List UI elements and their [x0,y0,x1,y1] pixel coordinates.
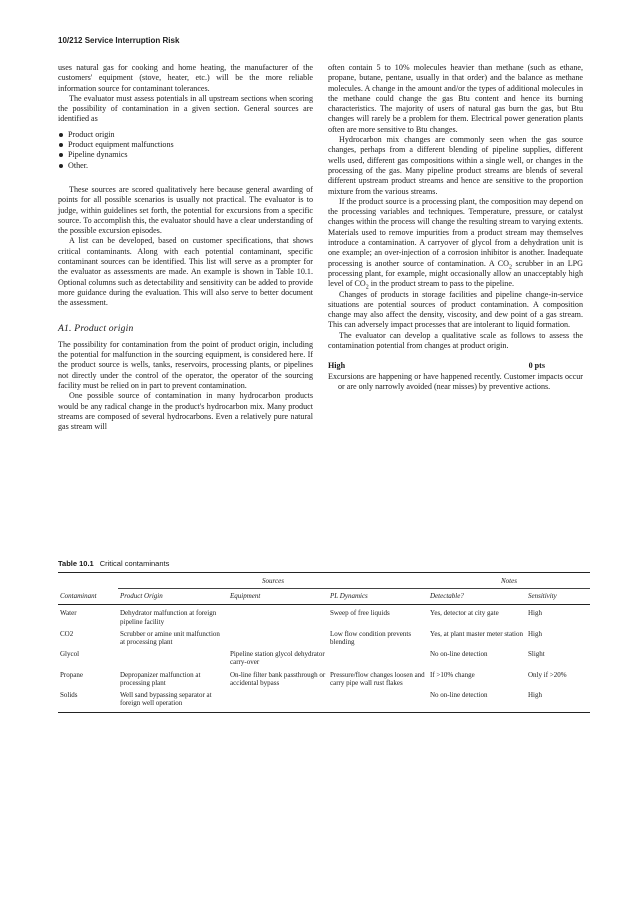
cell-product-origin: Dehydrator malfunction at foreign pipeline facility [120,609,217,626]
cell-pl-dynamics: Low flow condition prevents blending [330,629,412,647]
col-sensitivity: Sensitivity [526,589,590,605]
cell-pl-dynamics: Sweep of free liquids [330,609,390,618]
cell-product-origin: Well sand bypassing separator at foreign well operation [118,687,228,713]
cell-sensitivity: Only if >20% [528,670,567,679]
right-para-1: often contain 5 to 10% molecules heavier than methane (such as ethane, propane, butane, pentane, usually in that order) and the balance as methane molecules. A change in the amount and/or the types of additional molecules in the methane could change the gas Btu content and hence its burning characteristics. The majority of users of natural gas burn the gas, but Btu changes will rarely be a problem for them. Electrical power generation plants often are more sensitive to Btu changes. [328,63,583,134]
right-para-5: The evaluator can develop a qualitative scale as follows to assess the contamination potential from changes at product origin. [328,330,583,351]
left-para-3: These sources are scored qualitatively here because general awarding of points for all possible scenarios is usually not practical. The evaluator is to judge, within guidelines set forth, the potential for excursions from a specific source. To accomplish this, the evaluator should have a clear understanding of the possible excursion episodes. [58,184,313,236]
table-caption [58,559,169,568]
left-para-5: The possibility for contamination from the point of product origin, including the potential for malfunction in the sourcing equipment, is considered here. If the product source is wells, tanks, reservoirs, processing plants, or pipelines not directly under the control of the operator, the operator of the sourcing facility must be relied on in part to prevent contamination. [58,339,313,391]
table-row [58,646,590,666]
cell-sensitivity: High [526,687,590,713]
right-para-2: Hydrocarbon mix changes are commonly seen when the gas source changes, perhaps from a different blending of pipeline supplies, different wells used, different gas compositions within a single well, or changes in the processing of the gas. Many pipeline product streams are blends of several different upstream product streams and hence are sensitive to the proportion mixture from the various streams. [328,135,583,196]
cell-sensitivity: High [528,629,542,638]
cell-detectable: No on-line detection [428,687,526,713]
left-para-6: One possible source of contamination in many hydrocarbon products would be any radical change in the product's hydrocarbon mix. Many product streams are composed of several hydrocarbons. Even a relatively pure natural gas stream will [58,391,313,432]
cell-equipment [228,605,328,626]
left-column [58,63,313,433]
cell-product-origin: Scrubber or amine unit malfunction at processing plant [120,629,220,647]
table-title: Critical contaminants [99,559,170,568]
running-head: 10/212 Service Interruption Risk [58,36,180,45]
right-para-4: Changes of products in storage facilities and pipeline change-in-service situations are potential sources of product contamination. A composition change may also affect the density, viscosity, and dew point of a gas stream. This can adversely impact processes that are intolerant to liquid formation. [328,289,583,330]
co2-subscript: 2 [509,264,512,271]
left-para-4: A list can be developed, based on customer specifications, that shows critical contaminants. Along with each potential contaminant, specific contaminant sources can be identified. This list will serve as a prompter for the evaluator as assessments are made. An example is shown in Table 10.1. Optional columns such as detectability and sensitivity can be added to provide more guidance during the evaluation. This will also serve to better document the assessment. [58,236,313,308]
cell-equipment: Pipeline station glycol dehydrator carry-over [230,650,325,667]
cell-pl-dynamics [328,646,428,666]
col-pl-dynamics: PL Dynamics [328,589,428,605]
right-para-3 [328,197,583,290]
table-row [58,605,590,626]
table-number: Table 10.1 [58,559,94,568]
cell-contaminant: Solids [58,687,118,713]
col-product-origin: Product Origin [118,589,228,605]
right-para-3-c: in the product stream to pass to the pipeline. [368,279,514,289]
cell-detectable: Yes, detector at city gate [430,609,499,618]
cell-pl-dynamics: Pressure/flow changes loosen and carry pipe wall rust flakes [330,670,425,687]
scale-label: High [328,361,346,371]
cell-contaminant: CO2 [60,629,74,638]
group-spacer [58,573,118,589]
col-equipment: Equipment [228,589,328,605]
scale-points: 0 pts [528,361,545,371]
right-para-3-a: If the product source is a processing plant, the composition may depend on the processing variables and techniques. Temperature, pressure, or catalyst changes within the process will change the resulting stream to varying extents. Materials used to remove impurities from a product stream may themselves introduce a contamination. A carryover of glycol from a dehydration unit is one example; an over-injection of a corrosion inhibitor is another. Inadequate processing is another source of contamination. A CO [328,196,583,268]
table-row [58,687,590,713]
cell-detectable: No on-line detection [430,650,488,659]
co2-subscript: 2 [365,284,369,291]
group-sources: Sources [118,573,428,589]
source-bullet-list [58,130,313,171]
bullet-product-origin: Product origin [58,130,313,140]
bullet-pipeline-dynamics: Pipeline dynamics [58,150,313,160]
cell-contaminant: Water [60,609,77,618]
bullet-equipment-malfunctions: Product equipment malfunctions [58,140,313,150]
table-column-header [58,589,590,605]
cell-equipment [228,687,328,713]
section-heading-product-origin: A1. Product origin [58,322,134,334]
table-row [58,626,590,646]
cell-contaminant: Glycol [60,650,80,659]
table-group-header [58,573,590,589]
cell-pl-dynamics [328,687,428,713]
cell-product-origin [118,646,228,666]
scale-description: Excursions are happening or have happened recently. Customer impacts occur or are only narrowly avoided (near misses) by preventive actions. [328,371,583,391]
right-column [328,63,583,392]
critical-contaminants-table [58,572,590,713]
cell-product-origin: Depropanizer malfunction at processing plant [120,670,201,687]
group-notes: Notes [428,573,590,589]
cell-detectable: If >10% change [430,670,475,679]
cell-detectable: Yes, at plant master meter station [430,629,523,638]
col-detectable: Detectable? [428,589,526,605]
right-para-3-b: scrubber in an LPG processing plant, for example, might occasionally allow an unacceptably high level of CO [328,258,583,289]
scale-high-row [328,361,583,371]
left-para-1: uses natural gas for cooking and home heating, the manufacturer of the customers' equipment (stove, heater, etc.) will be the more reliable information source for contaminant tolerances. [58,63,313,93]
table-row [58,667,590,687]
left-para-2: The evaluator must assess potentials in all upstream sections when scoring the possibility of contamination in a given section. General sources are identified as [58,93,313,124]
bullet-other: Other. [58,161,313,171]
cell-sensitivity: High [528,609,542,618]
col-contaminant: Contaminant [58,589,118,605]
cell-contaminant: Propane [60,670,83,679]
cell-sensitivity: Slight [528,650,545,659]
cell-equipment: On-line filter bank passthrough or accidental bypass [230,670,326,687]
cell-equipment [228,626,328,646]
